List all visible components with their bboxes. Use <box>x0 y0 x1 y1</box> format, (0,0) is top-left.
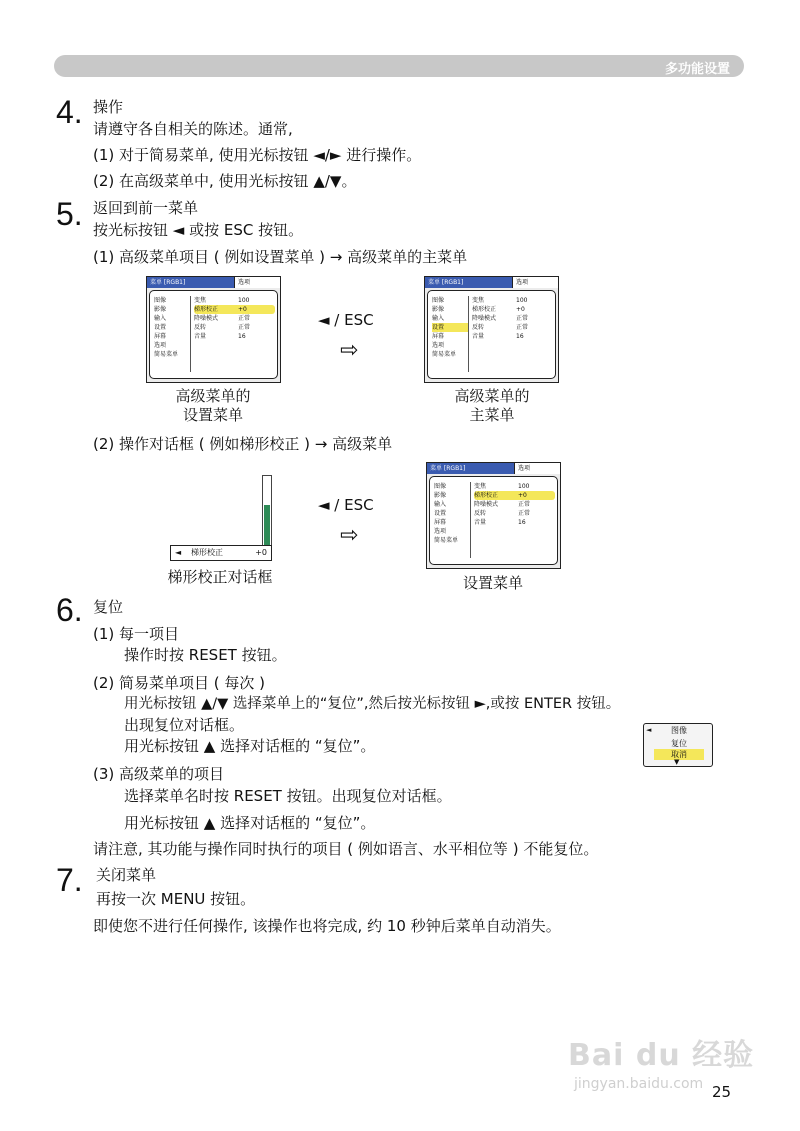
menu-value: 正常 <box>238 315 251 322</box>
keystone-level <box>264 505 270 545</box>
settings-menu-screen <box>426 462 561 569</box>
menu-value: 正常 <box>516 315 529 322</box>
menu-item: 影像 <box>434 492 447 499</box>
step-6-line: 用光标按钮 ▲ 选择对话框的 “复位”。 <box>124 814 376 832</box>
menu-key: 音量 <box>472 333 485 340</box>
menu-key: 反转 <box>194 324 207 331</box>
arrow-label: ◄ / ESC <box>318 496 374 514</box>
step-7-line: 再按一次 MENU 按钮。 <box>96 890 256 908</box>
keystone-scale <box>262 475 272 547</box>
step-6-line: 请注意, 其功能与操作同时执行的项目 ( 例如语言、水平相位等 ) 不能复位。 <box>93 840 599 858</box>
menu-item: 输入 <box>434 501 447 508</box>
step-6-line: 用光标按钮 ▲ 选择对话框的 “复位”。 <box>124 737 376 755</box>
step-6-line: 操作时按 RESET 按钮。 <box>124 646 287 664</box>
menu-item: 设置 <box>434 510 447 517</box>
step-4-line: 请遵守各自相关的陈述。通常, <box>93 120 293 138</box>
menu-key: 变焦 <box>194 297 207 304</box>
step-6-line: (3) 高级菜单的项目 <box>93 765 225 783</box>
settings-menu-screen <box>146 276 281 383</box>
menu-value: 16 <box>518 519 526 526</box>
menu-item: 选项 <box>432 342 445 349</box>
reset-dialog <box>643 723 713 767</box>
step-5-line: (1) 高级菜单项目 ( 例如设置菜单 ) → 高级菜单的主菜单 <box>93 248 468 266</box>
step-6-line: 出现复位对话框。 <box>124 716 245 734</box>
menu-item: 图像 <box>432 297 445 304</box>
menu-item: 简易菜单 <box>434 537 459 544</box>
step-4-line: (2) 在高级菜单中, 使用光标按钮 ▲/▼。 <box>93 172 357 190</box>
menu-key: 音量 <box>474 519 487 526</box>
caption: 梯形校正对话框 <box>167 568 273 586</box>
menu-item: 输入 <box>432 315 445 322</box>
menu-value: 正常 <box>518 510 531 517</box>
down-triangle-icon: ▼ <box>674 758 680 766</box>
menu-key: 降噪模式 <box>474 501 499 508</box>
step-4-title: 操作 <box>93 98 124 116</box>
menu-key: 反转 <box>472 324 485 331</box>
caption: 主菜单 <box>469 406 515 424</box>
watermark-url: jingyan.baidu.com <box>574 1076 704 1092</box>
caption: 设置菜单 <box>462 574 523 592</box>
header-title: 多功能设置 <box>664 62 730 77</box>
menu-item: 简易菜单 <box>154 351 179 358</box>
step-7-title: 关闭菜单 <box>96 866 157 884</box>
menu-item: 选项 <box>154 342 167 349</box>
header-bar <box>54 55 744 77</box>
reset-option: 复位 <box>671 739 687 748</box>
menu-key: 变焦 <box>474 483 487 490</box>
menu-value: +0 <box>516 306 525 313</box>
menu-bar-title: 菜单 [RGB1] <box>147 277 234 288</box>
menu-key: 降噪模式 <box>194 315 219 322</box>
caption: 高级菜单的 <box>454 387 530 405</box>
menu-item: 简易菜单 <box>432 351 457 358</box>
baidu-watermark-logo: Bai du 经验 <box>568 1038 755 1073</box>
menu-value: 16 <box>238 333 246 340</box>
menu-key: 梯形校正 <box>472 306 497 313</box>
step-6-line: (2) 简易菜单项目 ( 每次 ) <box>93 674 266 692</box>
menu-value: 正常 <box>238 324 251 331</box>
keystone-value: +0 <box>255 548 267 557</box>
menu-item: 设置 <box>154 324 167 331</box>
step-5-number: 5. <box>56 196 83 232</box>
right-arrow-icon: ⇨ <box>340 338 359 363</box>
step-4-line: (1) 对于简易菜单, 使用光标按钮 ◄/► 进行操作。 <box>93 146 422 164</box>
caption: 高级菜单的 <box>175 387 251 405</box>
menu-value: 100 <box>518 483 530 490</box>
step-7-line: 即使您不进行任何操作, 该操作也将完成, 约 10 秒钟后菜单自动消失。 <box>93 917 561 935</box>
menu-item: 设置 <box>432 323 468 332</box>
keystone-dialog <box>170 545 272 561</box>
step-5-title: 返回到前一菜单 <box>93 199 199 217</box>
left-triangle-icon: ◄ <box>646 726 652 734</box>
menu-item: 影像 <box>154 306 167 313</box>
menu-value: 100 <box>516 297 528 304</box>
step-5-line: (2) 操作对话框 ( 例如梯形校正 ) → 高级菜单 <box>93 435 393 453</box>
step-6-number: 6. <box>56 592 83 628</box>
menu-value: +0 <box>238 306 247 313</box>
menu-item: 选项 <box>434 528 447 535</box>
menu-key: 梯形校正 <box>194 306 219 313</box>
step-6-line: 选择菜单名时按 RESET 按钮。出现复位对话框。 <box>124 787 452 805</box>
menu-item: 屏幕 <box>432 333 445 340</box>
menu-value: 100 <box>238 297 250 304</box>
menu-item: 图像 <box>154 297 167 304</box>
step-6-line: (1) 每一项目 <box>93 625 180 643</box>
menu-key: 音量 <box>194 333 207 340</box>
arrow-label: ◄ / ESC <box>318 311 374 329</box>
step-4-number: 4. <box>56 94 83 130</box>
step-6-line: 用光标按钮 ▲/▼ 选择菜单上的“复位”,然后按光标按钮 ►,或按 ENTER 按钮。 <box>124 696 621 712</box>
left-triangle-icon: ◄ <box>175 548 182 557</box>
reset-dialog-title: 图像 <box>671 726 687 735</box>
page-number: 25 <box>712 1083 732 1101</box>
menu-key: 变焦 <box>472 297 485 304</box>
menu-item: 屏幕 <box>434 519 447 526</box>
menu-item: 屏幕 <box>154 333 167 340</box>
keystone-label: 梯形校正 <box>191 548 223 557</box>
menu-value: 正常 <box>516 324 529 331</box>
menu-item: 影像 <box>432 306 445 313</box>
menu-key: 反转 <box>474 510 487 517</box>
step-7-number: 7. <box>56 862 83 898</box>
menu-item: 图像 <box>434 483 447 490</box>
menu-bar-option: 选项 <box>234 277 280 288</box>
menu-value: +0 <box>518 492 527 499</box>
menu-value: 正常 <box>518 501 531 508</box>
caption: 设置菜单 <box>182 406 243 424</box>
step-6-title: 复位 <box>93 598 124 616</box>
menu-key: 降噪模式 <box>472 315 497 322</box>
step-5-line: 按光标按钮 ◄ 或按 ESC 按钮。 <box>93 221 304 239</box>
menu-bar-option: 选项 <box>514 463 560 474</box>
cancel-option: 取消 <box>654 749 704 760</box>
menu-bar-option: 选项 <box>512 277 558 288</box>
menu-bar-title: 菜单 [RGB1] <box>425 277 512 288</box>
menu-value: 16 <box>516 333 524 340</box>
main-menu-screen <box>424 276 559 383</box>
menu-key: 梯形校正 <box>474 492 499 499</box>
menu-bar-title: 菜单 [RGB1] <box>427 463 514 474</box>
menu-item: 输入 <box>154 315 167 322</box>
right-arrow-icon: ⇨ <box>340 523 359 548</box>
